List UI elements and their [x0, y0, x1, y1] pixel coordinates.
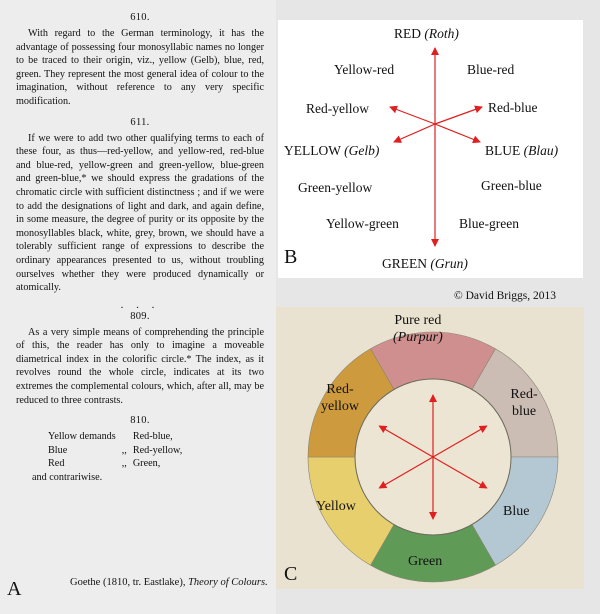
table-row [48, 430, 188, 444]
book-page-excerpt [0, 0, 276, 614]
label-red-yellow: Red-yellow [306, 101, 369, 116]
colour-wheel [276, 307, 584, 589]
demand-mark [122, 430, 133, 444]
section-611-text: If we were to add two other qualifying terms to each of these four, as thus—red-yellow, and yellow-red, red-blue and blue-red, yellow-green and green-yellow, blue-green and green-blue,* we should express the gradations of the chromatic circle with sufficient distinctness ; and if we were to add the designations of light and dark, and again define, in some measure, the degree of purity or its opposite by the monosyllables black, white, grey, brown, we should have a tolerably sufficient range of expressions to describe the ordinary appearances presented to us, without troubling ourselves whether they were produced dynamically or atomically. [16, 132, 264, 294]
demand-right: Green, [132, 458, 161, 470]
demand-left: Blue [48, 444, 68, 456]
segment-label-blue: Blue [503, 504, 530, 519]
demand-mark: ,, [121, 458, 127, 470]
segment-label-red-blue: Red-blue [510, 387, 538, 419]
table-row [48, 457, 188, 471]
label-green-yellow: Green-yellow [298, 180, 373, 195]
section-809-text: As a very simple means of comprehending the principle of this, the reader has only to imagine a moveable diametrical index in the colorific circle.* The index, as it revolves round the whole circle, indicates at its two extremes the complemental colours, which, after all, may be reduced to three contrasts. [16, 326, 264, 406]
panel-letter-b: B [284, 246, 298, 268]
label-green: GREEN (Grun) [382, 256, 468, 271]
section-number-611: 611. [130, 116, 150, 128]
copyright-notice: © David Briggs, 2013 [454, 290, 557, 302]
colour-circle-painting [276, 307, 584, 589]
caption-author: Goethe (1810, tr. Eastlake), [70, 577, 189, 588]
label-yellow: YELLOW (Gelb) [284, 143, 380, 158]
section-610-text: With regard to the German terminology, it has the advantage of possessing four monosyllabic names no longer to be traced to their origin, viz., yellow (Gelb), blue, red, green. They represent the most general idea of colour to the imagination, without reference to any very specific modification. [16, 28, 264, 107]
demand-right: Red-yellow, [132, 444, 183, 456]
label-blue-red: Blue-red [467, 62, 515, 77]
label-yellow-green: Yellow-green [326, 216, 399, 231]
segment-label-green: Green [408, 554, 443, 569]
colour-axis-diagram [278, 20, 583, 278]
demand-right: Red-blue, [132, 431, 173, 443]
arrow-to-blue [435, 124, 480, 142]
arrow-to-red-yellow [390, 107, 435, 124]
segment-label-pure-red: Pure red (Purpur) [393, 313, 443, 345]
contrariwise-text: and contrariwise. [32, 472, 103, 484]
label-red-blue: Red-blue [488, 100, 538, 115]
table-row [48, 444, 188, 458]
source-caption [70, 577, 268, 588]
panel-letter-a: A [7, 578, 22, 600]
demand-mark: ,, [121, 444, 127, 456]
section-number-809: 809. [130, 310, 150, 322]
caption-title: Theory of Colours. [188, 577, 268, 588]
label-red: RED (Roth) [394, 26, 459, 41]
label-blue-green: Blue-green [459, 216, 519, 231]
section-number-810: 810. [130, 415, 150, 427]
ellipsis: . . . [120, 298, 160, 311]
segment-label-red-yellow: Red-yellow [320, 382, 360, 414]
arrow-to-red-blue [435, 107, 482, 124]
demand-left: Red [48, 458, 65, 470]
complement-table [48, 430, 188, 471]
demand-left: Yellow demands [48, 431, 116, 443]
label-blue: BLUE (Blau) [485, 143, 559, 158]
label-yellow-red: Yellow-red [334, 62, 395, 77]
segment-label-yellow: Yellow [316, 499, 356, 514]
panel-letter-c: C [284, 563, 298, 585]
label-green-blue: Green-blue [481, 178, 542, 193]
arrow-to-yellow [394, 124, 435, 142]
section-number-610: 610. [130, 12, 150, 23]
